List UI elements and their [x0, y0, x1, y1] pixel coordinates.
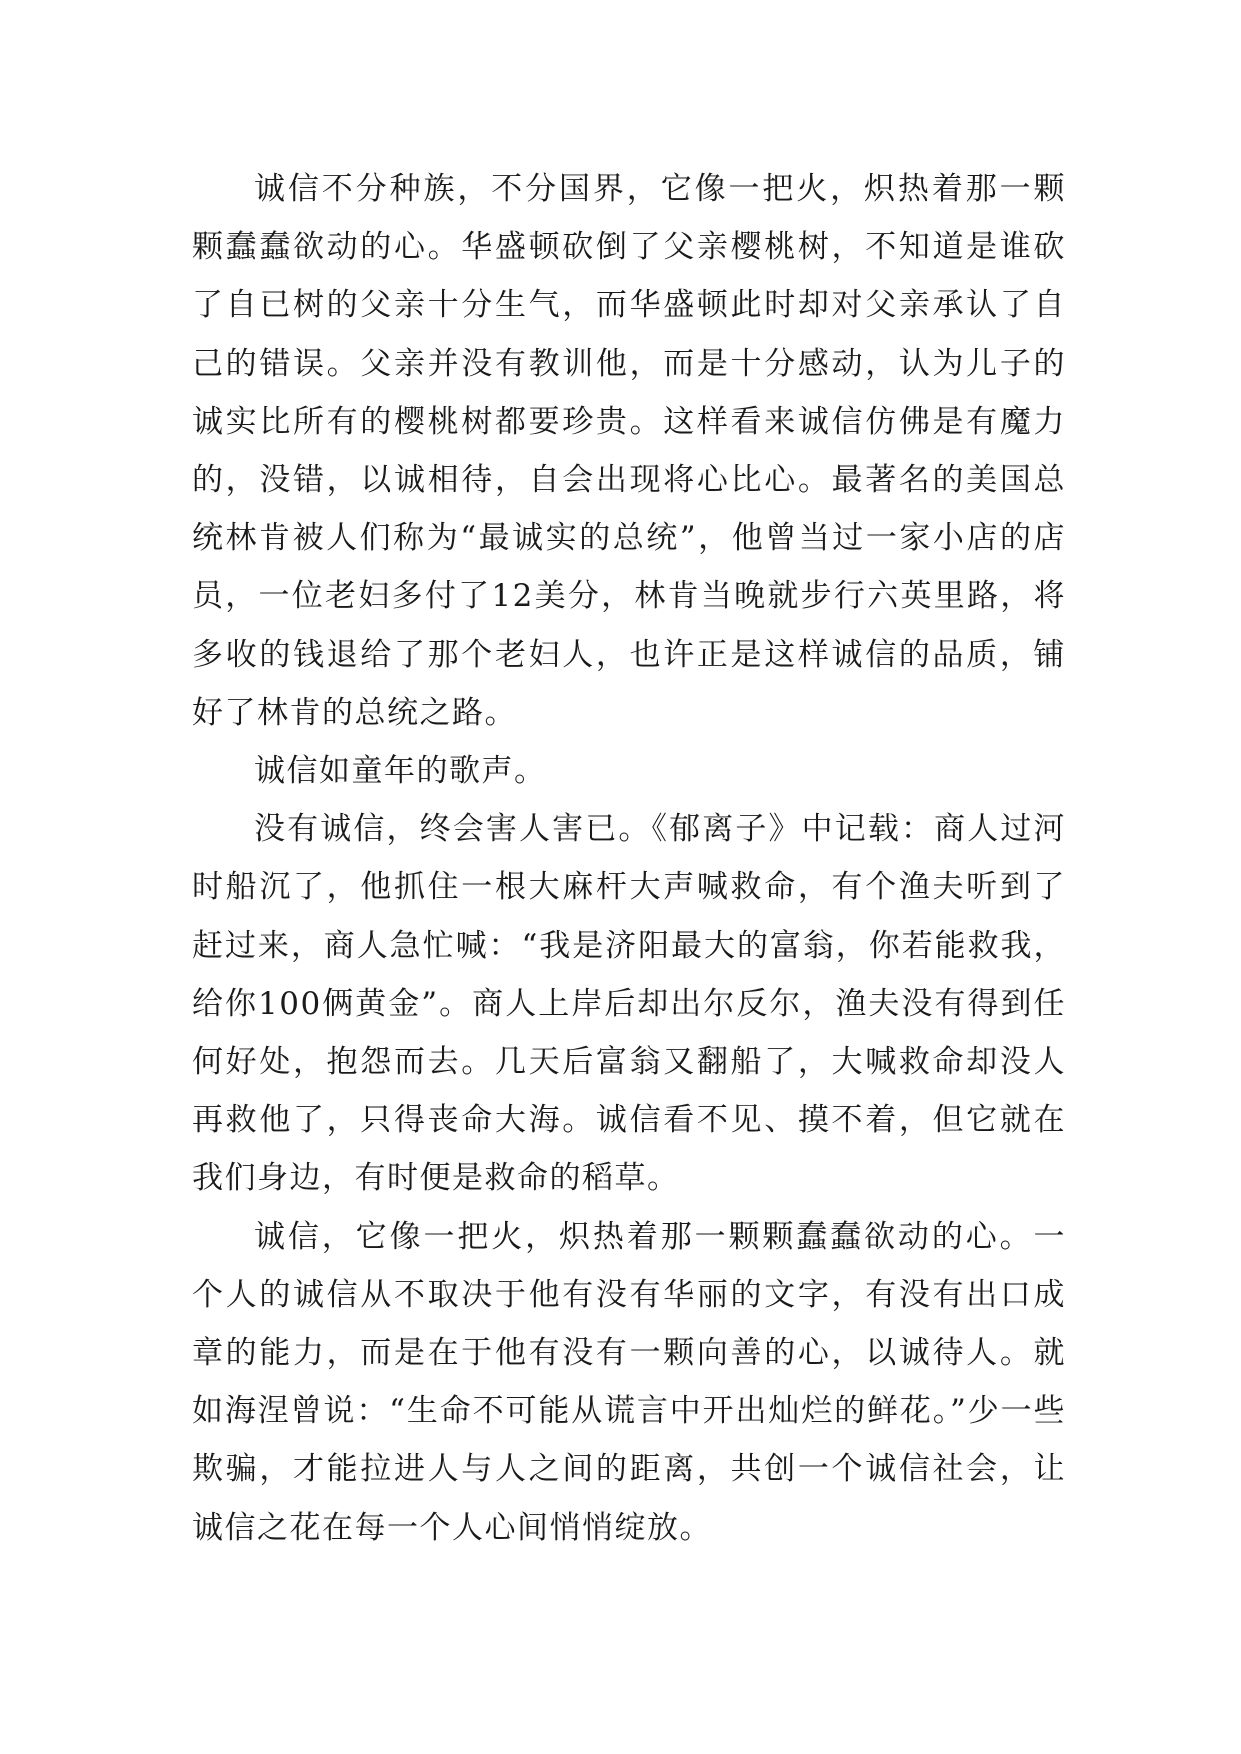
- document-body: [192, 160, 1066, 1557]
- paragraph-conclusion: 诚信，它像一把火，炽热着那一颗颗蠢蠢欲动的心。一个人的诚信从不取决于他有没有华丽的文字，有没有出口成章的能力，而是在于他有没有一颗向善的心，以诚待人。就如海涅曾说：“生命不可能从谎言中开出灿烂的鲜花。”少一些欺骗，才能拉进人与人之间的距离，共创一个诚信社会，让诚信之花在每一个人心间悄悄绽放。: [192, 1218, 1066, 1546]
- paragraph-yulizi-story: 没有诚信，终会害人害已。《郁离子》中记载：商人过河时船沉了，他抓住一根大麻杆大声喊救命，有个渔夫听到了赶过来，商人急忙喊：“我是济阳最大的富翁，你若能救我，给你100俩黄金”。商人上岸后却出尔反尔，渔夫没有得到任何好处，抱怨而去。几天后富翁又翻船了，大喊救命却没人再救他了，只得丧命大海。诚信看不见、摸不着，但它就在我们身边，有时便是救命的稻草。: [192, 811, 1066, 1197]
- paragraph-washington-lincoln: 诚信不分种族，不分国界，它像一把火，炽热着那一颗颗蠢蠢欲动的心。华盛顿砍倒了父亲樱桃树，不知道是谁砍了自已树的父亲十分生气，而华盛顿此时却对父亲承认了自己的错误。父亲并没有教训他，而是十分感动，认为儿子的诚实比所有的樱桃树都要珍贵。这样看来诚信仿佛是有魔力的，没错，以诚相待，自会出现将心比心。最著名的美国总统林肯被人们称为“最诚实的总统”，他曾当过一家小店的店员，一位老妇多付了12美分，林肯当晚就步行六英里路，将多收的钱退给了那个老妇人，也许正是这样诚信的品质，铺好了林肯的总统之路。: [192, 171, 1066, 731]
- paragraph-childhood-song: 诚信如童年的歌声。: [254, 753, 547, 790]
